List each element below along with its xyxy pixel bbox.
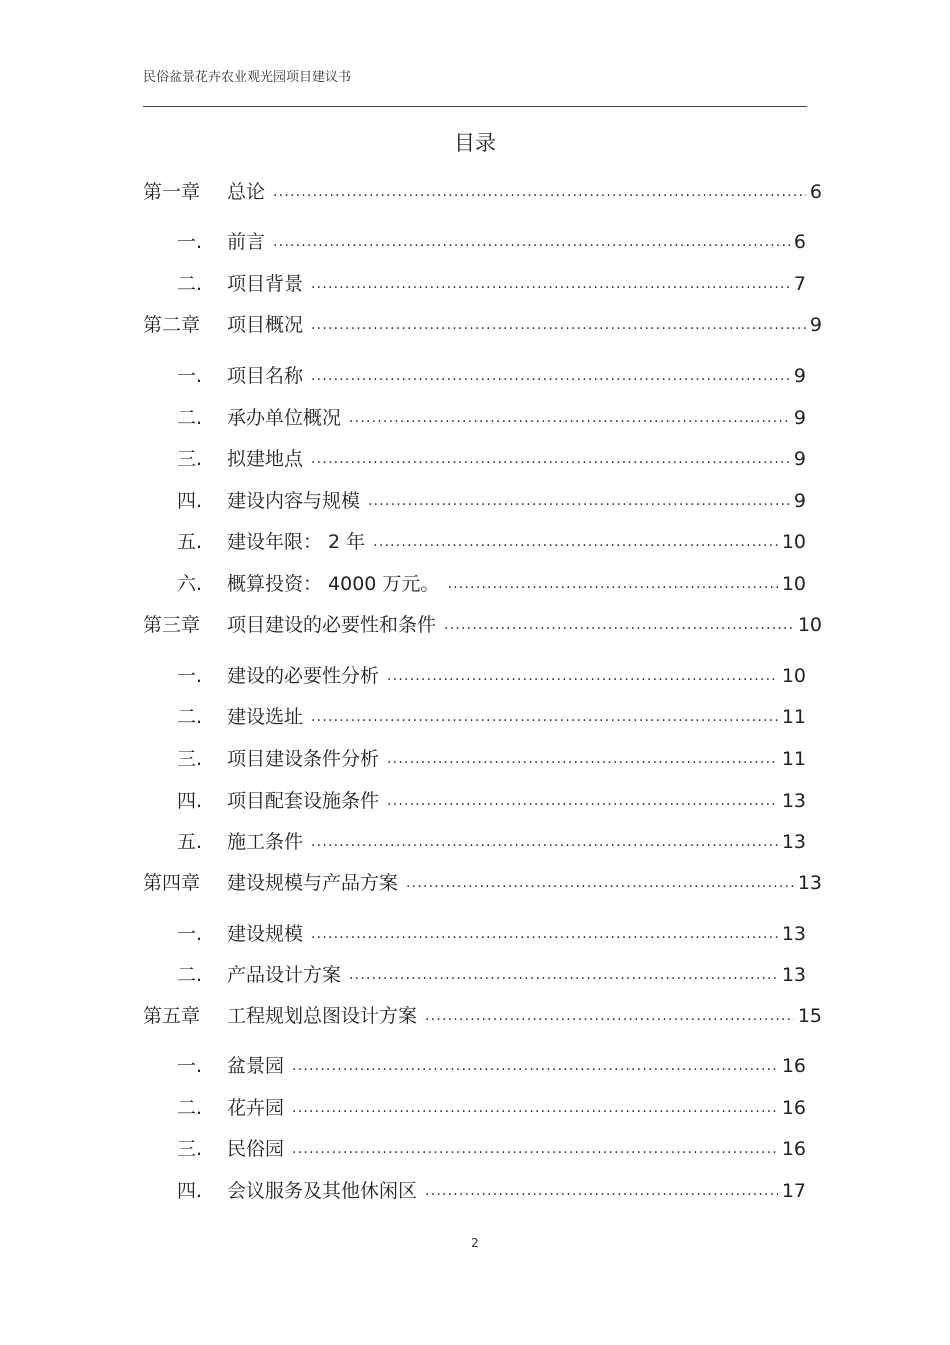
toc-entry-title: 前言 xyxy=(227,231,266,253)
toc-entry-number: 二. xyxy=(177,964,203,986)
toc-section-entry[interactable] xyxy=(177,922,806,946)
toc-dot-leader xyxy=(444,615,794,635)
toc-dot-leader xyxy=(311,274,790,294)
toc-entry-number: 三. xyxy=(177,448,203,470)
toc-section-entry[interactable] xyxy=(177,406,806,430)
toc-dot-leader xyxy=(292,1056,778,1076)
page-number: 2 xyxy=(471,1236,479,1250)
toc-section-entry[interactable] xyxy=(177,664,806,688)
toc-entry-number: 五. xyxy=(177,531,203,553)
toc-dot-leader xyxy=(349,965,778,985)
toc-entry-title: 产品设计方案 xyxy=(227,964,342,986)
toc-dot-leader xyxy=(273,182,806,202)
toc-section-entry[interactable] xyxy=(177,572,806,596)
toc-chapter-entry[interactable] xyxy=(143,313,822,337)
toc-entry-title: 项目建设的必要性和条件 xyxy=(227,614,437,636)
toc-section-entry[interactable] xyxy=(177,489,806,513)
toc-dot-leader xyxy=(447,574,777,594)
toc-section-entry[interactable] xyxy=(177,1179,806,1203)
toc-entry-number: 二. xyxy=(177,407,203,429)
toc-entry-number: 一. xyxy=(177,923,203,945)
toc-entry-page: 7 xyxy=(793,273,806,295)
toc-entry-number: 第五章 xyxy=(143,1005,201,1027)
toc-dot-leader xyxy=(311,924,778,944)
toc-entry-title: 项目建设条件分析 xyxy=(227,748,380,770)
toc-entry-number: 四. xyxy=(177,790,203,812)
toc-section-entry[interactable] xyxy=(177,1137,806,1161)
toc-dot-leader xyxy=(425,1006,794,1026)
toc-entry-title: 民俗园 xyxy=(227,1138,285,1160)
toc-entry-page: 16 xyxy=(781,1097,806,1119)
toc-dot-leader xyxy=(292,1098,778,1118)
toc-entry-page: 9 xyxy=(809,314,822,336)
toc-entry-page: 9 xyxy=(793,448,806,470)
toc-entry-number: 六. xyxy=(177,573,203,595)
toc-dot-leader xyxy=(406,873,794,893)
toc-entry-title: 项目概况 xyxy=(227,314,304,336)
toc-dot-leader xyxy=(311,315,806,335)
toc-section-entry[interactable] xyxy=(177,789,806,813)
toc-entry-page: 17 xyxy=(781,1180,806,1202)
toc-section-entry[interactable] xyxy=(177,364,806,388)
toc-chapter-entry[interactable] xyxy=(143,871,822,895)
toc-section-entry[interactable] xyxy=(177,830,806,854)
toc-entry-page: 9 xyxy=(793,365,806,387)
toc-dot-leader xyxy=(292,1139,778,1159)
toc-entry-number: 第一章 xyxy=(143,181,201,203)
toc-entry-title: 建设年限： 2 年 xyxy=(227,531,366,553)
toc-entry-number: 四. xyxy=(177,490,203,512)
toc-entry-title: 会议服务及其他休闲区 xyxy=(227,1180,418,1202)
toc-entry-title: 施工条件 xyxy=(227,831,304,853)
toc-entry-number: 第三章 xyxy=(143,614,201,636)
toc-entry-number: 四. xyxy=(177,1180,203,1202)
toc-entry-number: 第四章 xyxy=(143,872,201,894)
toc-section-entry[interactable] xyxy=(177,230,806,254)
toc-dot-leader xyxy=(311,449,790,469)
toc-entry-title: 承办单位概况 xyxy=(227,407,342,429)
toc-entry-page: 16 xyxy=(781,1138,806,1160)
toc-dot-leader xyxy=(387,749,778,769)
toc-entry-page: 11 xyxy=(781,748,806,770)
toc-entry-page: 13 xyxy=(797,872,822,894)
toc-entry-page: 15 xyxy=(797,1005,822,1027)
toc-entry-title: 建设内容与规模 xyxy=(227,490,361,512)
toc-entry-title: 盆景园 xyxy=(227,1055,285,1077)
toc-entry-number: 第二章 xyxy=(143,314,201,336)
toc-dot-leader xyxy=(387,666,778,686)
toc-dot-leader xyxy=(349,408,790,428)
toc-entry-page: 9 xyxy=(793,490,806,512)
toc-chapter-entry[interactable] xyxy=(143,180,822,204)
toc-entry-title: 总论 xyxy=(227,181,266,203)
toc-section-entry[interactable] xyxy=(177,1096,806,1120)
toc-entry-title: 拟建地点 xyxy=(227,448,304,470)
toc-dot-leader xyxy=(273,232,790,252)
toc-entry-number: 二. xyxy=(177,273,203,295)
toc-dot-leader xyxy=(368,491,790,511)
toc-section-entry[interactable] xyxy=(177,705,806,729)
toc-chapter-entry[interactable] xyxy=(143,1004,822,1028)
toc-entry-page: 10 xyxy=(781,665,806,687)
toc-title: 目录 xyxy=(454,131,496,155)
toc-entry-title: 工程规划总图设计方案 xyxy=(227,1005,418,1027)
toc-entry-title: 花卉园 xyxy=(227,1097,285,1119)
toc-entry-title: 建设的必要性分析 xyxy=(227,665,380,687)
toc-entry-title: 建设选址 xyxy=(227,706,304,728)
toc-entry-page: 13 xyxy=(781,923,806,945)
toc-dot-leader xyxy=(311,832,778,852)
toc-entry-title: 项目名称 xyxy=(227,365,304,387)
toc-entry-number: 三. xyxy=(177,748,203,770)
toc-chapter-entry[interactable] xyxy=(143,613,822,637)
toc-entry-title: 建设规模 xyxy=(227,923,304,945)
toc-entry-title: 概算投资： 4000 万元。 xyxy=(227,573,440,595)
toc-entry-page: 10 xyxy=(781,573,806,595)
toc-entry-page: 10 xyxy=(797,614,822,636)
toc-dot-leader xyxy=(311,366,790,386)
toc-entry-page: 11 xyxy=(781,706,806,728)
toc-entry-title: 建设规模与产品方案 xyxy=(227,872,399,894)
toc-entry-page: 10 xyxy=(781,531,806,553)
toc-section-entry[interactable] xyxy=(177,963,806,987)
toc-entry-page: 13 xyxy=(781,790,806,812)
toc-entry-page: 9 xyxy=(793,407,806,429)
toc-entry-number: 一. xyxy=(177,665,203,687)
toc-entry-page: 6 xyxy=(809,181,822,203)
toc-entry-number: 一. xyxy=(177,365,203,387)
header-rule xyxy=(143,106,807,107)
toc-section-entry[interactable] xyxy=(177,747,806,771)
toc-dot-leader xyxy=(373,532,778,552)
toc-entry-number: 三. xyxy=(177,1138,203,1160)
toc-entry-number: 一. xyxy=(177,231,203,253)
toc-section-entry[interactable] xyxy=(177,447,806,471)
toc-entry-page: 13 xyxy=(781,831,806,853)
toc-section-entry[interactable] xyxy=(177,1054,806,1078)
toc-section-entry[interactable] xyxy=(177,530,806,554)
toc-dot-leader xyxy=(387,791,778,811)
toc-entry-number: 一. xyxy=(177,1055,203,1077)
toc-entry-page: 13 xyxy=(781,964,806,986)
toc-dot-leader xyxy=(311,707,778,727)
toc-entry-title: 项目背景 xyxy=(227,273,304,295)
document-header: 民俗盆景花卉农业观光园项目建议书 xyxy=(143,70,352,85)
toc-entry-number: 五. xyxy=(177,831,203,853)
toc-entry-page: 16 xyxy=(781,1055,806,1077)
toc-entry-number: 二. xyxy=(177,1097,203,1119)
toc-entry-title: 项目配套设施条件 xyxy=(227,790,380,812)
toc-dot-leader xyxy=(425,1181,778,1201)
toc-entry-page: 6 xyxy=(793,231,806,253)
toc-section-entry[interactable] xyxy=(177,272,806,296)
toc-entry-number: 二. xyxy=(177,706,203,728)
